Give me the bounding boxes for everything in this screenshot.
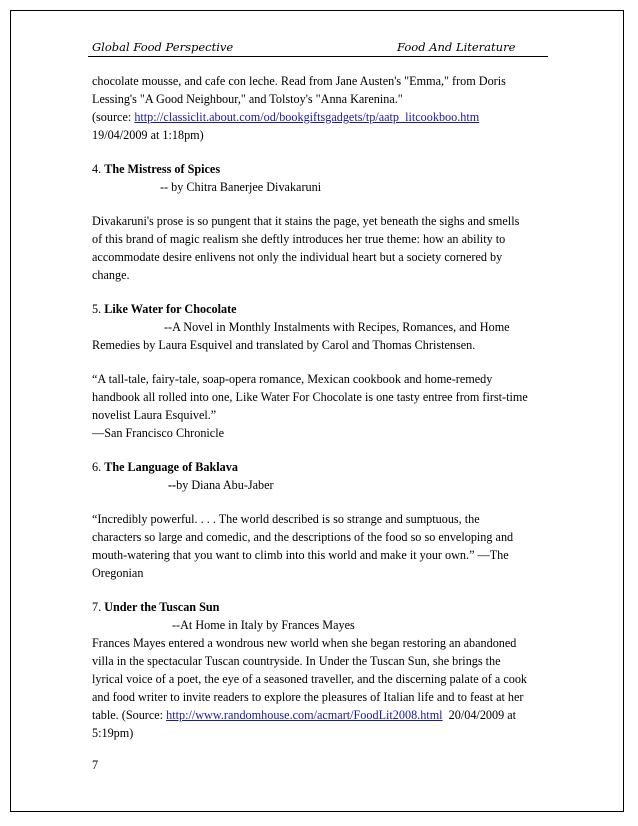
book-title: The Language of Baklava [104, 460, 238, 474]
book-source-line [92, 706, 552, 724]
book-quote-line: mouth-watering that you want to climb into this world and make it your own.” —The [92, 548, 509, 562]
book-number: 6. [92, 460, 105, 474]
source-prefix: (source: [92, 110, 135, 124]
intro-source [92, 108, 552, 126]
book-quote-line: “Incredibly powerful. . . . The world described is so strange and sumptuous, the [92, 512, 480, 526]
source-prefix: table. (Source: [92, 708, 167, 722]
source-date: 20/04/2009 at [442, 708, 517, 722]
book-heading [92, 160, 552, 178]
book-number: 5. [92, 302, 105, 316]
book-byline: -- by Chitra Banerjee Divakaruni [160, 180, 322, 194]
book-heading [92, 598, 552, 616]
book-quote-line: handbook all rolled into one, Like Water For Chocolate is one tasty entree from first-time [92, 390, 528, 404]
page-header [92, 36, 548, 56]
page-content [92, 72, 552, 742]
book-source-time: 5:19pm) [92, 726, 134, 740]
book-desc-line: villa in the spectacular Tuscan countryside. In Under the Tuscan Sun, she brings the [92, 654, 501, 668]
book-subtitle: Remedies by Laura Esquivel and translated by Carol and Thomas Christensen. [92, 338, 476, 352]
source-link[interactable]: http://www.randomhouse.com/acmart/FoodLit2008.html [166, 708, 443, 722]
book-desc-line: accommodate desire enlivens not only the individual heart but a society cornered by [92, 250, 503, 264]
header-rule [88, 56, 548, 57]
header-left-title: Global Food Perspective [92, 40, 234, 54]
byline-text: by Diana Abu-Jaber [176, 478, 274, 492]
book-desc-line: Frances Mayes entered a wondrous new world when she began restoring an abandoned [92, 636, 517, 650]
book-title: Like Water for Chocolate [104, 302, 237, 316]
book-heading [92, 300, 552, 318]
book-number: 7. [92, 600, 105, 614]
page-number: 7 [92, 758, 99, 772]
book-quote-source: —San Francisco Chronicle [92, 426, 225, 440]
book-byline [92, 476, 552, 494]
intro-line: Lessing's "A Good Neighbour," and Tolstoy's "Anna Karenina." [92, 92, 403, 106]
book-desc-line: Divakaruni's prose is so pungent that it stains the page, yet beneath the sighs and smells [92, 214, 520, 228]
book-quote-line: characters so large and comedic, and the descriptions of the food so so enveloping and [92, 530, 514, 544]
book-quote-source: Oregonian [92, 566, 144, 580]
book-subtitle: --A Novel in Monthly Instalments with Recipes, Romances, and Home [164, 320, 510, 334]
book-quote-line: “A tall-tale, fairy-tale, soap-opera romance, Mexican cookbook and home-remedy [92, 372, 493, 386]
book-quote-line: novelist Laura Esquivel.” [92, 408, 217, 422]
book-number: 4. [92, 162, 105, 176]
book-desc-line: change. [92, 268, 130, 282]
book-desc-line: of this brand of magic realism she deftly introduces her true theme: how an ability to [92, 232, 506, 246]
book-desc-line: lyrical voice of a poet, the eye of a seasoned traveller, and the discerning palate of a cook [92, 672, 528, 686]
book-title: Under the Tuscan Sun [104, 600, 220, 614]
book-heading [92, 458, 552, 476]
book-byline: --At Home in Italy by Frances Mayes [172, 618, 355, 632]
source-link[interactable]: http://classiclit.about.com/od/bookgiftsgadgets/tp/aatp_litcookboo.htm [134, 110, 480, 124]
header-right-title: Food And Literature [397, 40, 516, 54]
byline-dash: -- [168, 478, 177, 492]
book-title: The Mistress of Spices [104, 162, 221, 176]
intro-line: chocolate mousse, and cafe con leche. Read from Jane Austen's "Emma," from Doris [92, 74, 506, 88]
intro-date: 19/04/2009 at 1:18pm) [92, 128, 204, 142]
book-desc-line: and food writer to invite readers to explore the pleasures of Italian life and to feast at her [92, 690, 524, 704]
